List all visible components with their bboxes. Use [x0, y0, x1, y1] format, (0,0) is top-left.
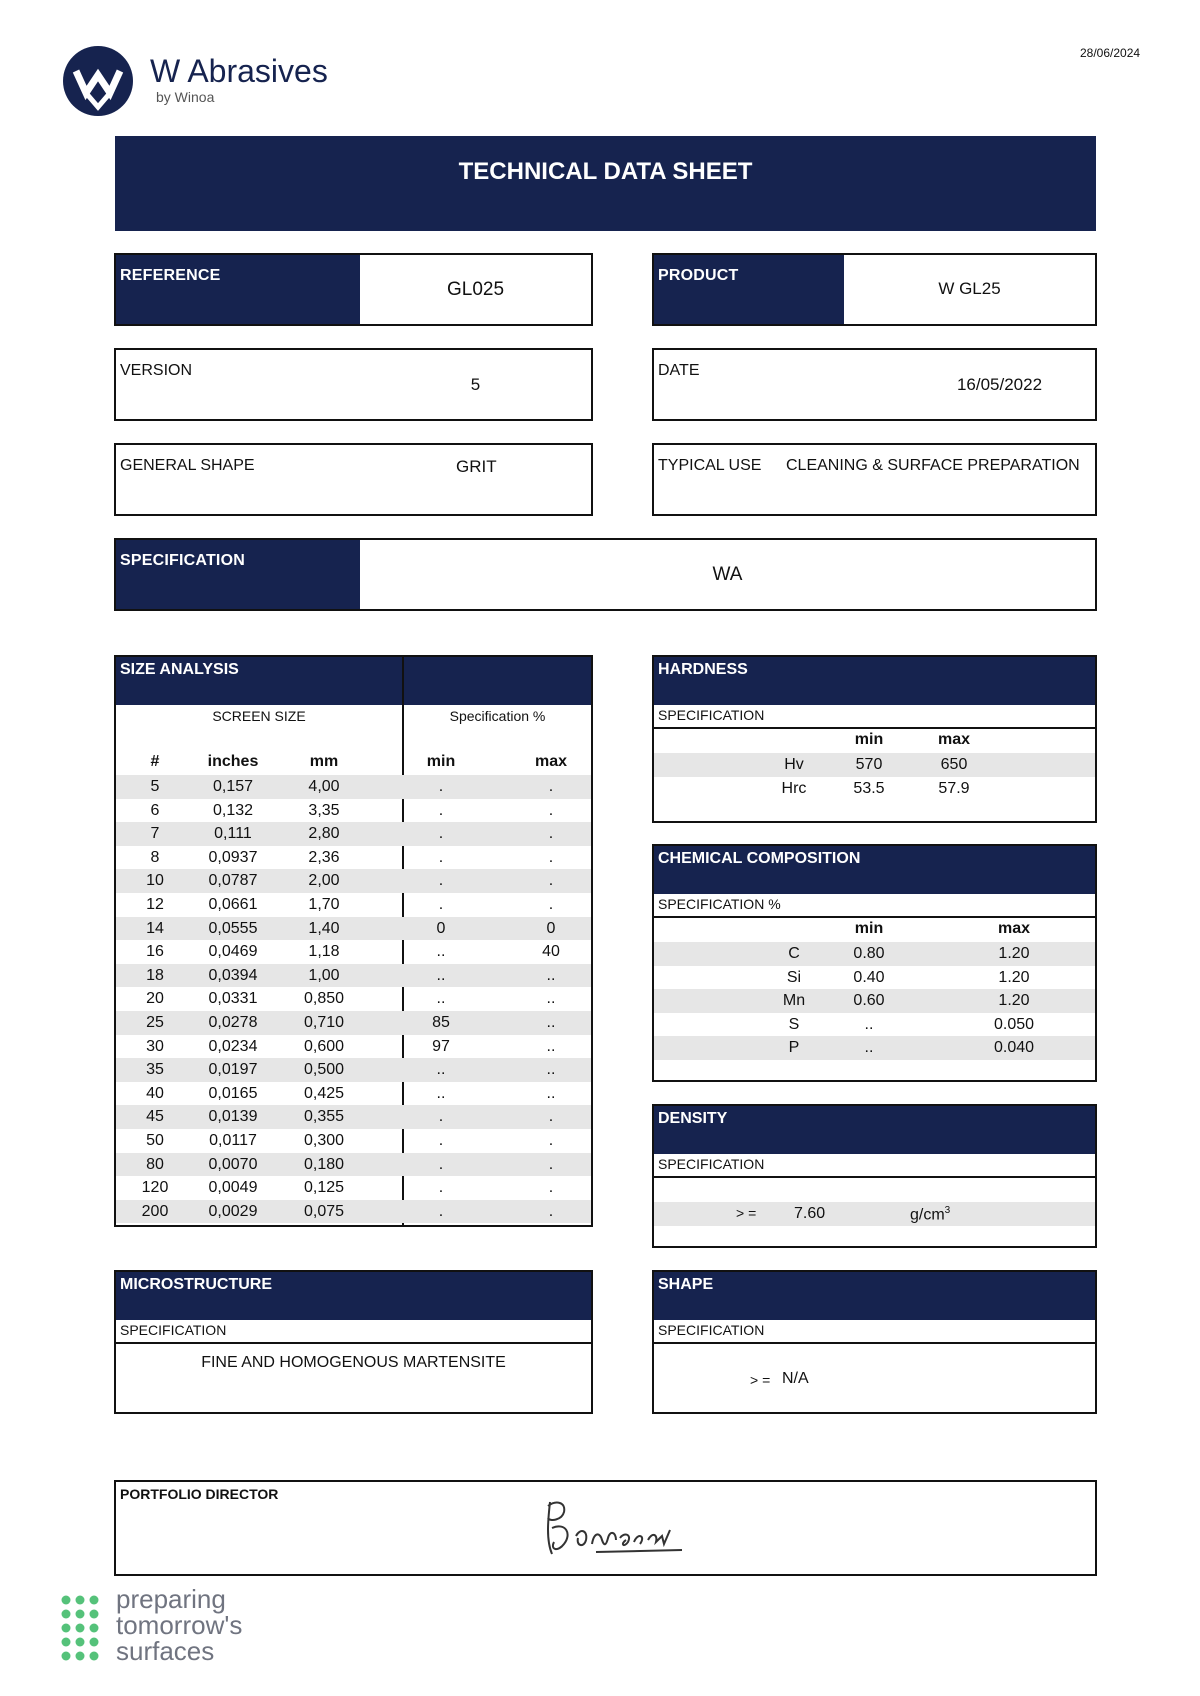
hardness-max: 650 [940, 756, 968, 773]
size-row [116, 775, 591, 799]
size-cell: . [438, 896, 444, 913]
size-cell: 0,0197 [208, 1061, 258, 1079]
page-title: TECHNICAL DATA SHEET [458, 158, 753, 185]
chemical-name: C [788, 945, 800, 962]
size-cell: . [438, 848, 444, 866]
size-analysis-header [116, 657, 591, 705]
size-row [116, 987, 591, 1011]
size-cell: . [548, 1179, 554, 1197]
size-cell: 0,500 [303, 1061, 345, 1079]
shape-spec-label: SPECIFICATION [658, 1322, 765, 1338]
size-cell: 0,600 [303, 1037, 345, 1055]
size-cell: 0 [546, 919, 556, 937]
size-cell: 0,0394 [208, 966, 258, 984]
size-row [116, 940, 591, 964]
chemical-max: 0.050 [993, 1015, 1035, 1033]
reference-value: GL025 [446, 279, 505, 300]
size-cell: .. [436, 966, 446, 984]
size-cell: 7 [150, 825, 160, 843]
typical-use-field [652, 443, 1097, 516]
size-cell: . [438, 1132, 444, 1149]
size-cell: 0,0139 [208, 1108, 258, 1126]
size-row [116, 917, 591, 941]
size-cell: 10 [146, 872, 164, 890]
size-cell: . [548, 778, 554, 795]
specification-label-bg [116, 540, 360, 609]
size-cell: 4,00 [308, 778, 340, 795]
size-cell: 12 [146, 896, 164, 913]
specification-value: WA [712, 564, 743, 585]
typical-use-label: TYPICAL USE [658, 457, 762, 474]
hardness-table [652, 655, 1097, 823]
chemical-max: 0.040 [993, 1039, 1035, 1057]
shape-title: SHAPE [658, 1276, 714, 1293]
size-row [116, 1105, 591, 1129]
size-cell: 0,0787 [208, 872, 258, 890]
size-cell: 5 [150, 778, 160, 795]
size-cell: 0,157 [212, 778, 254, 795]
logo-sub: by Winoa [156, 89, 215, 105]
reference-field [114, 253, 593, 326]
company-logo [62, 45, 362, 115]
size-cell: 6 [150, 801, 160, 819]
microstructure-table [114, 1270, 593, 1414]
size-cell: 0,300 [303, 1132, 345, 1149]
col-header-min: min [426, 753, 456, 770]
logo-brand: W Abrasives [150, 53, 328, 89]
hardness-col-min: min [854, 731, 884, 748]
date-value: 16/05/2022 [956, 375, 1043, 394]
hardness-name: Hv [784, 756, 804, 773]
size-cell: 0,0661 [208, 896, 258, 913]
shape-table [652, 1270, 1097, 1414]
size-cell: 0,125 [303, 1179, 345, 1197]
size-cell: . [548, 825, 554, 843]
hardness-title: HARDNESS [658, 661, 748, 678]
size-cell: 200 [141, 1202, 169, 1220]
version-value: 5 [470, 375, 481, 394]
size-cell: 120 [141, 1179, 169, 1197]
specification-field [114, 538, 1097, 611]
size-cell: 0,0117 [209, 1132, 257, 1149]
shape-value: N/A [782, 1370, 809, 1387]
col-header-inches: inches [207, 753, 259, 770]
spec-percent-label: Specification % [449, 708, 546, 724]
size-cell: 85 [432, 1014, 450, 1031]
size-cell: 0,0049 [208, 1179, 258, 1197]
chemical-max: 1.20 [998, 945, 1030, 962]
size-cell: .. [436, 990, 446, 1008]
size-cell: .. [546, 990, 556, 1008]
size-row [116, 1082, 591, 1106]
date-label: DATE [658, 362, 700, 379]
size-cell: 0,0165 [208, 1084, 258, 1102]
size-row [116, 1153, 591, 1177]
size-cell: . [438, 1108, 444, 1126]
chemical-name: S [788, 1015, 800, 1033]
chemical-name: Mn [782, 992, 806, 1010]
shape-header [654, 1272, 1095, 1320]
size-cell: 1,18 [308, 943, 340, 961]
specification-label: SPECIFICATION [120, 552, 245, 569]
hardness-max: 57.9 [938, 779, 970, 797]
size-cell: 3,35 [308, 801, 340, 819]
size-cell: 0,0278 [208, 1014, 258, 1031]
portfolio-director-box [114, 1480, 1097, 1576]
chemical-name: P [788, 1039, 800, 1057]
hardness-min: 570 [855, 756, 883, 773]
chemical-name: Si [786, 968, 802, 986]
size-cell: 0 [436, 919, 446, 937]
size-cell: .. [546, 1084, 556, 1102]
size-row [116, 822, 591, 846]
chemical-min: 0.40 [853, 968, 885, 986]
product-label: PRODUCT [658, 267, 739, 284]
chemical-min: .. [864, 1039, 874, 1057]
chemical-max: 1.20 [998, 968, 1030, 986]
size-cell: . [548, 848, 554, 866]
density-unit: $g/cm^3$ [910, 1205, 951, 1224]
size-cell: 40 [146, 1084, 164, 1102]
density-operator: > = [736, 1205, 757, 1221]
hardness-row [654, 777, 1095, 801]
product-label-bg [654, 255, 844, 324]
size-cell: 0,710 [303, 1014, 345, 1031]
size-cell: 16 [146, 943, 164, 961]
size-cell: 0,0937 [208, 848, 258, 866]
chemical-min: .. [864, 1015, 874, 1033]
size-cell: 0,0070 [208, 1155, 258, 1173]
size-cell: .. [546, 1014, 556, 1031]
size-row [116, 1058, 591, 1082]
size-row [116, 1035, 591, 1059]
size-row [116, 1129, 591, 1153]
chemical-row [654, 942, 1095, 966]
size-cell: .. [546, 966, 556, 984]
chemical-row [654, 1013, 1095, 1037]
chemical-table [652, 844, 1097, 1082]
size-row [116, 893, 591, 917]
size-cell: 20 [146, 990, 164, 1008]
chemical-min: 0.80 [853, 945, 885, 962]
hardness-min: 53.5 [853, 779, 885, 797]
size-cell: 0,355 [303, 1108, 345, 1126]
size-cell: . [438, 1179, 444, 1197]
size-cell: . [548, 896, 554, 913]
size-row [116, 846, 591, 870]
tagline-line-3: surfaces [116, 1636, 215, 1666]
microstructure-header [116, 1272, 591, 1320]
chemical-spec-row [654, 894, 1095, 918]
typical-use-value: CLEANING & SURFACE PREPARATION [786, 457, 1080, 474]
size-cell: 50 [146, 1132, 164, 1149]
size-row [116, 1176, 591, 1200]
size-cell: 30 [146, 1037, 164, 1055]
size-row [116, 1011, 591, 1035]
density-value: 7.60 [794, 1205, 826, 1222]
size-cell: .. [436, 1061, 446, 1079]
signature [536, 1492, 686, 1562]
chemical-spec-label: SPECIFICATION % [658, 896, 781, 912]
size-cell: 18 [146, 966, 164, 984]
size-cell: 0,075 [303, 1202, 345, 1220]
density-spec-label: SPECIFICATION [658, 1156, 765, 1172]
size-cell: .. [546, 1061, 556, 1079]
product-field [652, 253, 1097, 326]
chemical-row [654, 989, 1095, 1013]
size-row [116, 1200, 591, 1224]
size-cell: . [548, 1132, 554, 1149]
size-cell: 0,132 [212, 801, 254, 819]
portfolio-label: PORTFOLIO DIRECTOR [120, 1486, 279, 1502]
size-cell: 0,0555 [208, 919, 258, 937]
size-cell: . [548, 1202, 554, 1220]
density-header [654, 1106, 1095, 1154]
general-shape-label: GENERAL SHAPE [120, 457, 255, 474]
density-spec-row [654, 1154, 1095, 1178]
shape-spec-row [654, 1320, 1095, 1344]
size-cell: 40 [542, 943, 560, 961]
title-banner [115, 136, 1096, 231]
size-cell: 14 [146, 919, 164, 937]
tagline-text [116, 1586, 242, 1664]
size-cell: . [438, 825, 444, 843]
microstructure-spec-row [116, 1320, 591, 1344]
density-row [654, 1202, 1095, 1226]
size-row [116, 869, 591, 893]
size-cell: 8 [150, 848, 160, 866]
hardness-spec-label: SPECIFICATION [658, 707, 765, 723]
product-value: W GL25 [938, 279, 1001, 298]
size-cell: .. [546, 1037, 556, 1055]
microstructure-value: FINE AND HOMOGENOUS MARTENSITE [201, 1354, 506, 1371]
hardness-spec-row [654, 705, 1095, 729]
size-cell: 80 [146, 1155, 164, 1173]
reference-label-bg [116, 255, 360, 324]
chemical-row [654, 1036, 1095, 1060]
size-cell: 1,00 [308, 966, 340, 984]
size-row [116, 964, 591, 988]
version-label: VERSION [120, 362, 193, 379]
date-field [652, 348, 1097, 421]
chemical-max: 1.20 [998, 992, 1030, 1010]
density-table [652, 1104, 1097, 1248]
microstructure-spec-label: SPECIFICATION [120, 1322, 227, 1338]
size-cell: 1,70 [308, 896, 340, 913]
hardness-col-max: max [937, 731, 971, 748]
size-cell: . [438, 872, 444, 890]
col-header-max: max [534, 753, 568, 770]
chemical-header [654, 846, 1095, 894]
size-cell: 45 [146, 1108, 164, 1126]
general-shape-field [114, 443, 593, 516]
size-cell: 2,36 [308, 848, 340, 866]
chemical-row [654, 966, 1095, 990]
chemical-col-max: max [997, 920, 1031, 937]
size-cell: . [548, 801, 554, 819]
density-title: DENSITY [658, 1110, 728, 1127]
size-cell: .. [436, 943, 446, 961]
size-analysis-title: SIZE ANALYSIS [120, 661, 239, 678]
size-analysis-table [114, 655, 593, 1227]
col-header-mesh: # [150, 753, 160, 770]
hardness-row [654, 753, 1095, 777]
print-date: 28/06/2024 [1080, 46, 1141, 60]
size-cell: . [548, 1155, 554, 1173]
col-header-mm: mm [309, 753, 339, 770]
chemical-col-min: min [854, 920, 884, 937]
microstructure-title: MICROSTRUCTURE [120, 1276, 272, 1293]
size-cell: 2,80 [308, 825, 340, 843]
size-cell: 0,0469 [208, 943, 258, 961]
version-field [114, 348, 593, 421]
size-cell: 1,40 [308, 919, 340, 937]
tagline-line-2: tomorrow's [116, 1610, 243, 1640]
chemical-min: 0.60 [853, 992, 885, 1010]
size-cell: 0,0029 [208, 1202, 258, 1220]
footer-tagline [60, 1584, 320, 1670]
size-row [116, 799, 591, 823]
size-cell: 97 [432, 1037, 450, 1055]
size-cell: 0,0234 [208, 1037, 258, 1055]
chemical-title: CHEMICAL COMPOSITION [658, 850, 861, 867]
hardness-name: Hrc [781, 779, 807, 797]
size-cell: 0,425 [303, 1084, 345, 1102]
size-cell: 0,180 [303, 1155, 345, 1173]
size-cell: . [438, 1155, 444, 1173]
size-cell: . [548, 872, 554, 890]
size-cell: 0,111 [214, 825, 252, 843]
hardness-header [654, 657, 1095, 705]
logo-mark-icon [62, 45, 134, 117]
size-cell: 2,00 [308, 872, 340, 890]
size-cell: . [438, 801, 444, 819]
shape-operator: > = [750, 1372, 771, 1388]
screen-size-label: SCREEN SIZE [212, 708, 306, 724]
size-cell: 25 [146, 1014, 164, 1031]
size-cell: 0,0331 [208, 990, 258, 1008]
size-cell: . [548, 1108, 554, 1126]
size-cell: 35 [146, 1061, 164, 1079]
tagline-line-1: preparing [116, 1584, 226, 1614]
size-cell: 0,850 [303, 990, 345, 1008]
reference-label: REFERENCE [120, 267, 221, 284]
general-shape-value: GRIT [456, 457, 497, 476]
size-cell: . [438, 1202, 444, 1220]
size-cell: .. [436, 1084, 446, 1102]
dots-icon [60, 1594, 104, 1666]
size-cell: . [438, 778, 444, 795]
